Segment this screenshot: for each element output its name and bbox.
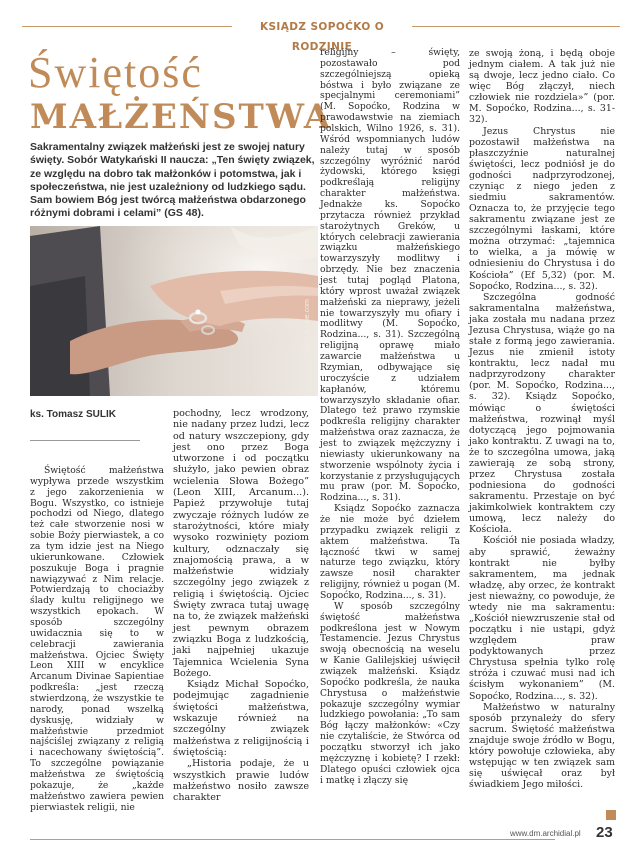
author-separator xyxy=(30,440,140,441)
page-number: 23 xyxy=(596,824,613,841)
photo-credit: Stock.Adobe.com xyxy=(304,299,311,354)
text-column-3 xyxy=(320,48,460,786)
author-name: ks. Tomasz SULIK xyxy=(30,409,116,420)
lead-paragraph: Sakramentalny związek małżeński jest ze swojej natury święty. Sobór Watykański II naucza: „Ten święty związek, ze względu na dobro tak małżonków i potomstwa, jak i społeczeństwa, nie jest uzależniony od ludzkiego sądu. Sam bowiem Bóg jest twórcą małżeństwa obdarzonego różnymi dobrami i celami” (GS 48). xyxy=(30,141,315,220)
paragraph: Kościół nie posiada władzy, aby sprawić, żeważny kontrakt nie byłby sakramentem, ma jednak władzę, aby orzec, że kontrakt jest nieważny, co powoduje, że wtedy nie ma sakramentu: „Kościół niewzruszenie stał od początku i nie ustąpi, gdyż względem praw podyktowanych przez Chrystusa spełnia tylko rolę stróża i czuwać musi nad ich ścisłym wykonaniem” (M. Sopoćko, Rodzina..., s. 32). xyxy=(469,535,615,702)
paragraph: religijny – święty, pozostawało pod szczególniejszą opieką bóstwa i było związane ze specjalnymi ceremoniami” (M. Sopoćko, Rodzina w prawodawstwie na ziemiach polskich, Wilno 1926, s. 31). Wśród wspomnianych ludów należy tutaj w sposób szczególny wyróżnić naród żydowski, którego księgi podkreślają religijny charakter małżeństwa. Jednakże ks. Sopoćko przytacza również przykład starożytnych Greków, u których celebracji zawierania związku małżeńskiego towarzyszyły modlitwy i obrzędy. Nie bez znaczenia jest tutaj pogląd Platona, który wprost uważał związek małżeński za nieprawy, jeżeli nie towarzyszyły mu ofiary i modlitwy (M. Sopoćko, Rodzina..., s. 31). Szczególną religijną oprawę miało zawarcie małżeństwa u Rzymian, odbywające się uroczyście z udziałem kapłanów, któremu towarzyszyło składanie ofiar. Dlatego też prawo rzymskie podkreśla religijny charakter małżeństwa oraz zaznacza, że jest to związek mężczyzny i niewiasty ukierunkowany na stworzenie wspólnoty życia i korzystanie z przysługujących mu praw (por. M. Sopoćko, Rodzina..., s. 31). xyxy=(320,47,460,504)
photo-illustration xyxy=(30,226,318,396)
paragraph: Ksiądz Michał Sopoćko, podejmując zagadnienie świętości małżeństwa, wskazuje również na szczególny związek małżeństwa z religijnością i świętością: xyxy=(173,679,309,758)
page-marker xyxy=(606,810,616,820)
text-column-1 xyxy=(30,466,164,814)
paragraph: W sposób szczególny świętość małżeństwa podkreślona jest w Nowym Testamencie. Jezus Chrystus swoją obecnością na weselu w Kanie Galilejskiej uświęcił związek małżeński. Ksiądz Sopoćko podkreśla, że nauka Chrystusa o małżeństwie pokazuje szczególny wymiar ludzkiego powołania: „To sam Bóg łączy małżonków: «Czy nie czytaliście, że Stwórca od początku stworzył ich jako mężczyznę i kobietę? I rzekł: Dlatego opuści człowiek ojca i matkę i złączy się xyxy=(320,600,460,786)
footer-rule xyxy=(30,839,555,840)
paragraph: Szczególna godność sakramentalna małżeństwa, jaka została mu nadana przez Jezusa Chrystusa, wiąże go na stałe z formą jego zawierania. Jezus nie zmienił istoty kontraktu, lecz nadał mu nadprzyrodzony charakter (por. M. Sopoćko, Rodzina..., s. 32). Ksiądz Sopoćko, mówiąc o świętości małżeństwa, rozwinął myśl dotyczącą jego pojmowania jako kontraktu. Z uwagi na to, że to szczególna umowa, jaką zawierają ze sobą strony, przez Chrystusa została podniesiona do godności sakramentu. Przestaje on być jakimkolwiek kontraktem czy umową, lecz należy do Kościoła. xyxy=(469,291,615,536)
paragraph: Świętość małżeństwa wypływa przede wszystkim z jego zakorzenienia w Bogu. Wszystko, co istnieje pochodzi od Niego, dlatego też całe stworzenie nosi w sobie Boży pierwiastek, a co za tym idzie jest na Niego ukierunkowane. Człowiek poszukuje Boga i pragnie nawiązywać z Nim relacje. Potwierdzają to chociażby ślady kultu religijnego we wszystkich epokach. W sposób szczególny uwidacznia się to w celebracji zawierania małżeństwa. Ojciec Święty Leon XIII w encyklice Arcanum Divinae Sapientiae podkreśla: „jest rzeczą stwierdzoną, że wszystkie te narody, ponad wszelką dyskusję, widziały w małżeństwie przedmiot najściślej związany z religią i nacechowany świętością”. To szczególne powiązanie małżeństwa ze świętością pokazuje, że „każde małżeństwo zawiera pewien pierwiastek religii, nie xyxy=(30,465,164,813)
title-line-2: MAŁŻEŃSTWA xyxy=(30,97,333,137)
paragraph: Jezus Chrystus nie pozostawił małżeństwa na płaszczyźnie naturalnej świętości, lecz podniósł je do godności nadprzyrodzonej, czyniąc z niego jeden z siedmiu sakramentów. Oznacza to, że przyjęcie tego sakramentu związane jest ze szczególnymi łaskami, które można otrzymać: „tajemnica to wielka, a ja mówię w odniesieniu do Chrystusa i do Kościoła” (Ef 5,32) (por. M. Sopoćko, Rodzina..., s. 32). xyxy=(469,125,615,292)
section-header: KSIĄDZ SOPOĆKO O RODZINIE xyxy=(232,17,412,37)
wedding-rings-photo xyxy=(30,226,318,396)
footer-url[interactable]: www.dm.archidial.pl xyxy=(510,829,581,838)
paragraph: „Historia podaje, że u wszystkich prawie ludów małżeństwo nosiło zawsze charakter xyxy=(173,758,309,804)
paragraph: ze swoją żoną, i będą oboje jednym ciałem. A tak już nie są dwoje, lecz jedno ciało. Co więc Bóg złączył, niech człowiek nie rozdziela»” (por. M. Sopoćko, Rodzina..., s. 31-32). xyxy=(469,48,615,126)
title-line-1: Świętość xyxy=(28,48,203,97)
text-column-2 xyxy=(173,408,309,803)
paragraph: pochodny, lecz wrodzony, nie nadany przez ludzi, lecz od natury wszczepiony, gdy jest ono przez Boga utworzone i od początku służyło, jako pewien obraz wcielenia Słowa Bożego” (Leon XIII, Arcanum...). Papież przywołuje tutaj zwyczaje różnych ludów ze starożytności, które miały wysoko rozwinięty poziom kultury, odznaczały się znajomością prawa, a w małżeństwie widziały szczególny jego związek z religią i świętością. Ojciec Święty zwraca tutaj uwagę na to, że związek małżeński jest pewnym obrazem związku Boga z ludzkością, jaki najpełniej ukazuje Tajemnica Wcielenia Syna Bożego. xyxy=(173,408,309,679)
text-column-4 xyxy=(469,48,615,790)
paragraph: Ksiądz Sopoćko zaznacza że nie może być dziełem przypadku związek religii z aktem małżeństwa. Ta łączność tkwi w samej naturze tego związku, który zawsze nosił charakter religijny, również u pogan (M. Sopoćko, Rodzina..., s. 31). xyxy=(320,503,460,601)
paragraph: Małżeństwo w naturalny sposób przynależy do sfery sacrum. Świętość małżeństwa znajduje swoje źródło w Bogu, który powołuje człowieka, aby wstępując w ten związek sam się uświęcał oraz był świadkiem Jego miłości. xyxy=(469,701,615,791)
